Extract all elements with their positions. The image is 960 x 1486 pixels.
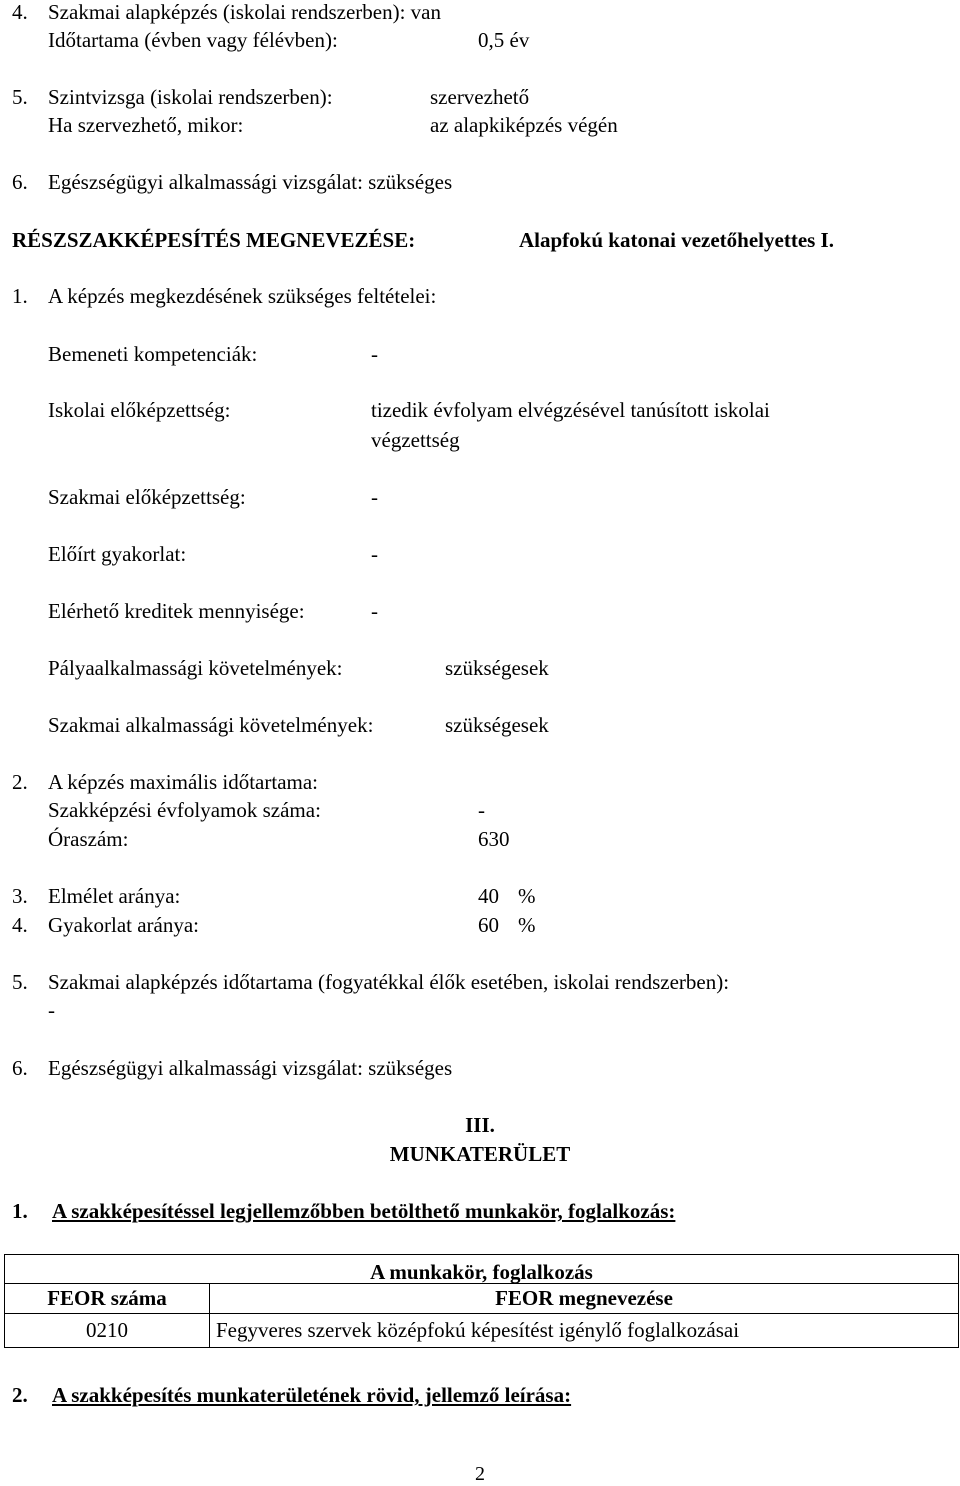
health-text: Egészségügyi alkalmassági vizsgálat: szükséges [48, 1056, 453, 1080]
health-number: 6. [12, 1056, 28, 1080]
school-prerequisite-value-line2: végzettség [371, 428, 460, 452]
practice-label: Gyakorlat aránya: [48, 913, 200, 937]
prereq-title: A képzés megkezdésének szükséges feltételei: [48, 284, 437, 308]
required-practice-label: Előírt gyakorlat: [48, 542, 187, 566]
item5-number: 5. [12, 85, 28, 109]
professional-prerequisite-value: - [371, 485, 378, 509]
feor-name-header: FEOR megnevezése [210, 1284, 959, 1314]
jobs-title: A szakképesítéssel legjellemzőbben betölthető munkakör, foglalkozás: [52, 1199, 676, 1223]
disabled-text: Szakmai alapképzés időtartama (fogyatékkal élők esetében, iskolai rendszerben): [48, 970, 730, 994]
professional-fitness-label: Szakmai alkalmassági követelmények: [48, 713, 374, 737]
grades-value: - [478, 798, 485, 822]
input-competencies-value: - [371, 342, 378, 366]
professional-prerequisite-label: Szakmai előképzettség: [48, 485, 246, 509]
practice-unit: % [518, 913, 536, 937]
feor-table-header: A munkakör, foglalkozás [5, 1255, 959, 1284]
item4-duration-label: Időtartama (évben vagy félévben): [48, 28, 338, 52]
school-prerequisite-value-line1: tizedik évfolyam elvégzésével tanúsított iskolai [371, 398, 770, 422]
grades-label: Szakképzési évfolyamok száma: [48, 798, 321, 822]
chapter-title: MUNKATERÜLET [389, 1142, 571, 1166]
feor-code-cell: 0210 [5, 1314, 210, 1348]
area-number: 2. [12, 1383, 28, 1407]
credits-label: Elérhető kreditek mennyisége: [48, 599, 305, 623]
school-prerequisite-label: Iskolai előképzettség: [48, 398, 231, 422]
theory-value: 40 [478, 884, 499, 908]
item4-label: Szakmai alapképzés (iskolai rendszerben): van [48, 0, 442, 24]
partial-qualification-value: Alapfokú katonai vezetőhelyettes I. [519, 228, 834, 252]
feor-table [4, 1254, 959, 1348]
item5-value: szervezhető [430, 85, 530, 109]
credits-value: - [371, 599, 378, 623]
professional-fitness-value: szükségesek [445, 713, 549, 737]
required-practice-value: - [371, 542, 378, 566]
item6-number: 6. [12, 170, 28, 194]
area-title: A szakképesítés munkaterületének rövid, jellemző leírása: [52, 1383, 572, 1407]
practice-value: 60 [478, 913, 499, 937]
practice-number: 4. [12, 913, 28, 937]
item6-text: Egészségügyi alkalmassági vizsgálat: szükséges [48, 170, 453, 194]
item5-label: Szintvizsga (iskolai rendszerben): [48, 85, 333, 109]
chapter-numeral: III. [465, 1113, 495, 1137]
career-fitness-value: szükségesek [445, 656, 549, 680]
disabled-number: 5. [12, 970, 28, 994]
theory-number: 3. [12, 884, 28, 908]
item5-when-label: Ha szervezhető, mikor: [48, 113, 244, 137]
item4-duration-value: 0,5 év [478, 28, 530, 52]
duration-title: A képzés maximális időtartama: [48, 770, 319, 794]
jobs-number: 1. [12, 1199, 28, 1223]
feor-name-cell: Fegyveres szervek középfokú képesítést igénylő foglalkozásai [210, 1314, 959, 1348]
disabled-value: - [48, 998, 55, 1022]
theory-label: Elmélet aránya: [48, 884, 181, 908]
career-fitness-label: Pályaalkalmassági követelmények: [48, 656, 343, 680]
input-competencies-label: Bemeneti kompetenciák: [48, 342, 258, 366]
duration-number: 2. [12, 770, 28, 794]
hours-value: 630 [478, 827, 510, 851]
page-number: 2 [475, 1463, 485, 1485]
theory-unit: % [518, 884, 536, 908]
table-row [5, 1314, 959, 1348]
hours-label: Óraszám: [48, 827, 129, 851]
prereq-number: 1. [12, 284, 28, 308]
partial-qualification-label: RÉSZSZAKKÉPESÍTÉS MEGNEVEZÉSE: [12, 228, 416, 252]
feor-code-header: FEOR száma [5, 1284, 210, 1314]
item5-when-value: az alapkiképzés végén [430, 113, 618, 137]
item4-number: 4. [12, 0, 28, 24]
